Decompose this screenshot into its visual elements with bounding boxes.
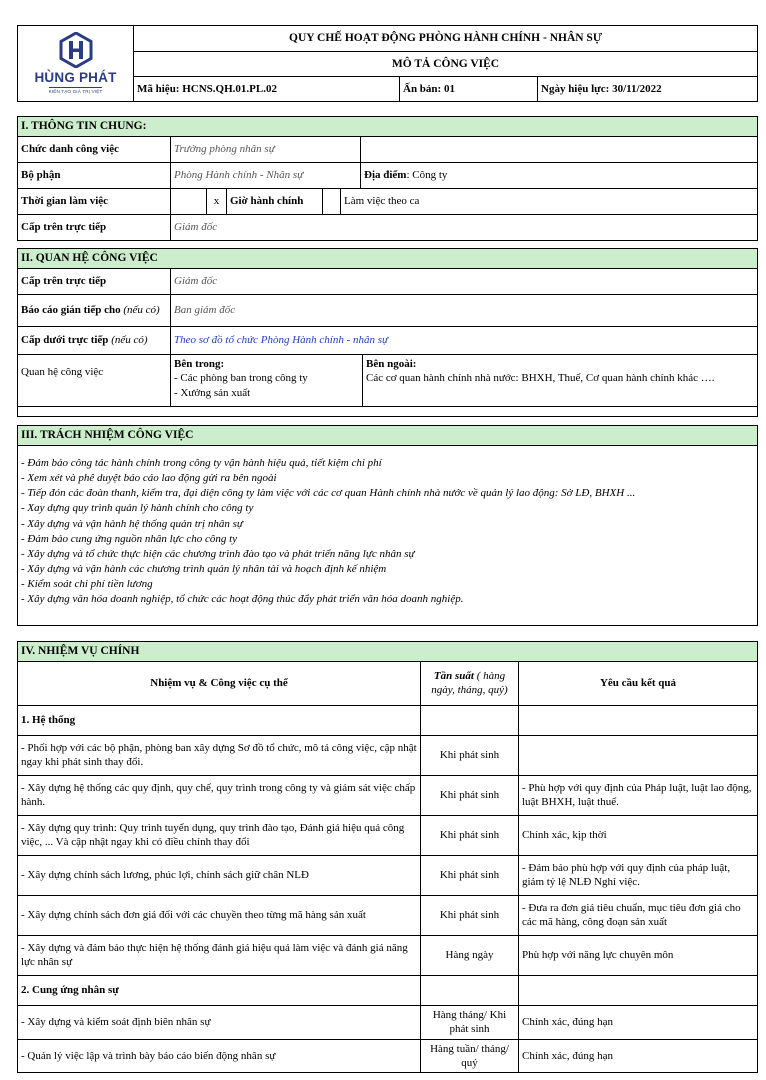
shift-text: Làm việc theo ca bbox=[344, 195, 420, 208]
logo-tagline: KIẾN TẠO GIÁ TRỊ VIỆT bbox=[48, 89, 103, 95]
relations-supervisor-value: Giám đốc bbox=[171, 268, 758, 294]
col-freq-note: ( hàng ngày, tháng, quý) bbox=[431, 670, 508, 697]
group-heading-system: 1. Hệ thống bbox=[18, 705, 421, 735]
document-effective-date: Ngày hiệu lực: 30/11/2022 bbox=[538, 77, 758, 102]
table-row bbox=[18, 935, 758, 975]
supervisor-label: Cấp trên trực tiếp bbox=[18, 214, 171, 240]
internal-label: Bên trong: bbox=[174, 357, 225, 370]
responsibility-item: - Đảm bảo công tác hành chính trong công ty vận hành hiệu quả, tiết kiệm chi phí bbox=[21, 456, 382, 469]
external-label: Bên ngoài: bbox=[366, 357, 417, 370]
result-cell: Chính xác, đúng hạn bbox=[519, 1039, 758, 1073]
office-hours-checkbox: x bbox=[207, 188, 227, 214]
document-title: QUY CHẾ HOẠT ĐỘNG PHÒNG HÀNH CHÍNH - NHÂN SỰ bbox=[134, 26, 758, 52]
responsibility-item: - Xây dựng và vận hành các chương trình quản lý nhân tài và hoạch định kế nhiệm bbox=[21, 563, 387, 576]
subordinate-cell bbox=[18, 326, 171, 354]
external-relations bbox=[363, 354, 758, 406]
freq-cell: Khi phát sinh bbox=[421, 735, 519, 775]
group-heading-staffing: 2. Cung ứng nhân sự bbox=[18, 975, 421, 1005]
subordinate-label: Cấp dưới trực tiếp bbox=[21, 334, 109, 347]
office-hours-label: Giờ hành chính bbox=[227, 188, 323, 214]
empty-cell bbox=[519, 975, 758, 1005]
table-row bbox=[18, 895, 758, 935]
col-freq-label: Tần suất bbox=[433, 670, 474, 683]
freq-cell: Khi phát sinh bbox=[421, 895, 519, 935]
table-row bbox=[18, 815, 758, 855]
indirect-report-value: Ban giám đốc bbox=[171, 294, 758, 326]
relations-label: Quan hệ công việc bbox=[18, 354, 171, 406]
freq-cell: Hàng tuần/ tháng/ quý bbox=[421, 1039, 519, 1073]
job-title-label: Chức danh công việc bbox=[18, 136, 171, 162]
table-row bbox=[18, 775, 758, 815]
document-header bbox=[17, 25, 758, 102]
document-edition: Ấn bản: 01 bbox=[400, 77, 538, 102]
section-1-heading: I. THÔNG TIN CHUNG: bbox=[18, 117, 758, 137]
result-cell: Phù hợp với năng lực chuyên môn bbox=[519, 935, 758, 975]
indirect-report-label: Báo cáo gián tiếp cho bbox=[21, 304, 121, 317]
relations-supervisor-label: Cấp trên trực tiếp bbox=[18, 268, 171, 294]
task-cell: - Xây dựng và kiểm soát định biên nhân sự bbox=[18, 1005, 421, 1039]
result-cell: - Phù hợp với quy định của Pháp luật, luật lao động, luật BHXH, luật thuế. bbox=[519, 775, 758, 815]
freq-cell: Hàng tháng/ Khi phát sinh bbox=[421, 1005, 519, 1039]
document-subtitle: MÔ TẢ CÔNG VIỆC bbox=[134, 52, 758, 77]
freq-cell: Hàng ngày bbox=[421, 935, 519, 975]
external-value: Các cơ quan hành chính nhà nước: BHXH, Thuế, Cơ quan hành chính khác …. bbox=[366, 372, 715, 385]
section-main-tasks bbox=[17, 641, 758, 1073]
supervisor-value: Giám đốc bbox=[171, 214, 758, 240]
responsibility-list bbox=[18, 445, 758, 625]
responsibility-item: - Xây dựng và vận hành hệ thống quản trị nhân sự bbox=[21, 517, 243, 530]
section-3-heading: III. TRÁCH NHIỆM CÔNG VIỆC bbox=[18, 426, 758, 446]
subordinate-value: Theo sơ đồ tổ chức Phòng Hành chính - nhân sự bbox=[171, 326, 758, 354]
responsibility-item: - Tiếp đón các đoàn thanh, kiểm tra, đại diện công ty làm việc với các cơ quan Hành chính nhà nước về quản lý lao động: Sở LĐ, BHXH ... bbox=[21, 487, 636, 500]
responsibility-item: - Đảm bảo cung ứng nguồn nhân lực cho công ty bbox=[21, 532, 238, 545]
section-2-heading: II. QUAN HỆ CÔNG VIỆC bbox=[18, 249, 758, 269]
internal-relations bbox=[171, 354, 363, 406]
logo-cell bbox=[18, 26, 134, 102]
empty-cell bbox=[421, 975, 519, 1005]
table-row bbox=[18, 1005, 758, 1039]
col-freq-header bbox=[421, 661, 519, 705]
section-responsibilities bbox=[17, 425, 758, 626]
empty-cell bbox=[421, 705, 519, 735]
result-cell: - Đảm bảo phù hợp với quy định của pháp luật, giảm tỷ lệ NLĐ Nghỉ việc. bbox=[519, 855, 758, 895]
internal-item: - Xưởng sản xuất bbox=[174, 386, 251, 399]
task-cell: - Xây dựng quy trình: Quy trình tuyển dụng, quy trình đào tạo, Đánh giá hiệu quả công việc, ... Và cập nhật ngay khi có điều chỉnh thay đổi bbox=[18, 815, 421, 855]
section-work-relations bbox=[17, 248, 758, 417]
responsibility-item: - Xay dựng quy trình quản lý hành chính cho công ty bbox=[21, 502, 254, 515]
shift-label bbox=[341, 188, 758, 214]
section-4-heading: IV. NHIỆM VỤ CHÍNH bbox=[18, 642, 758, 662]
empty-cell bbox=[323, 188, 341, 214]
table-row bbox=[18, 1039, 758, 1073]
task-cell: - Quản lý việc lập và trình bày báo cáo biến động nhân sự bbox=[18, 1039, 421, 1073]
freq-cell: Khi phát sinh bbox=[421, 855, 519, 895]
result-cell: - Đưa ra đơn giá tiêu chuẩn, mục tiêu đơn giá cho các mã hàng, công đoạn sản xuất bbox=[519, 895, 758, 935]
empty-cell bbox=[519, 705, 758, 735]
freq-cell: Khi phát sinh bbox=[421, 775, 519, 815]
task-cell: - Xây dựng chính sách lương, phúc lợi, chính sách giữ chân NLĐ bbox=[18, 855, 421, 895]
task-cell: - Xây dựng hệ thống các quy định, quy chế, quy trình trong công ty và giám sát việc chấp hành. bbox=[18, 775, 421, 815]
col-result-header: Yêu cầu kết quả bbox=[519, 661, 758, 705]
empty-cell bbox=[171, 188, 207, 214]
task-cell: - Xây dựng và đảm bảo thực hiện hệ thống đánh giá hiệu quả làm việc và đánh giá năng lực nhân sự bbox=[18, 935, 421, 975]
spacer-row bbox=[18, 406, 758, 416]
responsibility-item: - Kiểm soát chi phí tiền lương bbox=[21, 578, 153, 591]
responsibility-item: - Xây dựng và tổ chức thực hiện các chương trình đào tạo và phát triển năng lực nhân sự bbox=[21, 547, 415, 560]
table-row bbox=[18, 855, 758, 895]
responsibility-item: - Xem xét và phê duyệt báo cáo lao động gửi ra bên ngoài bbox=[21, 472, 277, 485]
table-row bbox=[18, 735, 758, 775]
section-general-info bbox=[17, 116, 758, 241]
result-cell: Chính xác, đúng hạn bbox=[519, 1005, 758, 1039]
result-cell: Chính xác, kịp thời bbox=[519, 815, 758, 855]
location-label: Địa điểm bbox=[364, 169, 407, 182]
indirect-report-cell bbox=[18, 294, 171, 326]
location-value: : Công ty bbox=[406, 169, 448, 182]
department-value: Phòng Hành chính - Nhân sự bbox=[171, 162, 361, 188]
col-task-header: Nhiệm vụ & Công việc cụ thể bbox=[18, 661, 421, 705]
job-title-value: Trưởng phòng nhân sự bbox=[171, 136, 361, 162]
result-cell bbox=[519, 735, 758, 775]
logo-text: HÙNG PHÁT bbox=[34, 69, 117, 85]
work-time-label: Thời gian làm việc bbox=[18, 188, 171, 214]
subordinate-note: (nếu có) bbox=[111, 334, 148, 347]
internal-item: - Các phòng ban trong công ty bbox=[174, 372, 308, 385]
department-label: Bộ phận bbox=[18, 162, 171, 188]
empty-cell bbox=[361, 136, 758, 162]
task-cell: - Xây dựng chính sách đơn giá đối với các chuyền theo từng mã hàng sản xuất bbox=[18, 895, 421, 935]
document-code: Mã hiệu: HCNS.QH.01.PL.02 bbox=[134, 77, 400, 102]
responsibility-item: - Xây dựng văn hóa doanh nghiệp, tổ chức các hoạt động thúc đẩy phát triển văn hóa doanh nghiệp. bbox=[21, 593, 464, 606]
task-cell: - Phối hợp với các bộ phận, phòng ban xây dựng Sơ đồ tổ chức, mô tả công việc, cập nhật ngay khi phát sinh thay đổi. bbox=[18, 735, 421, 775]
location-cell bbox=[361, 162, 758, 188]
freq-cell: Khi phát sinh bbox=[421, 815, 519, 855]
indirect-report-note: (nếu có) bbox=[123, 304, 160, 317]
company-logo-icon bbox=[59, 32, 93, 68]
